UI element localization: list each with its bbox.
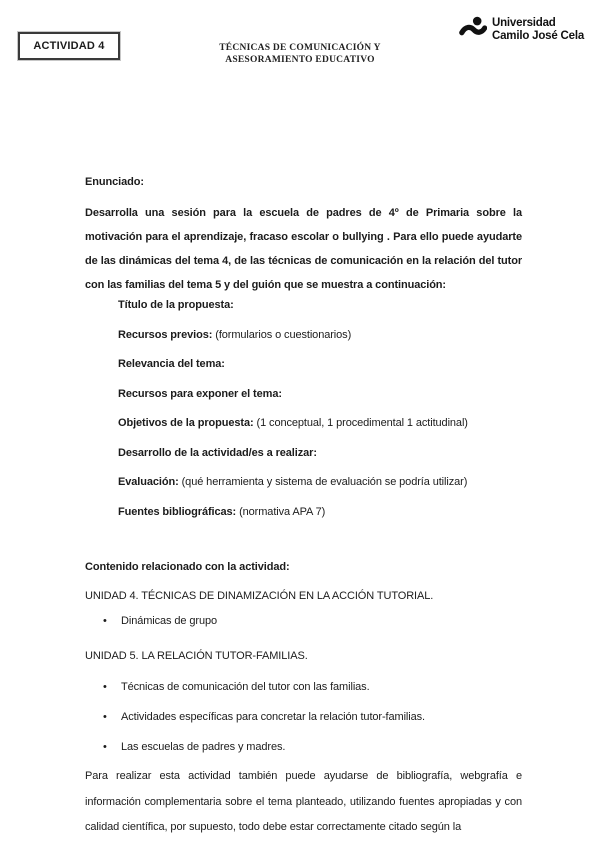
- outline-item: [85, 498, 522, 528]
- bullet-icon: •: [103, 681, 107, 693]
- university-name: [492, 15, 584, 42]
- list-item-text: Las escuelas de padres y madres.: [121, 741, 286, 753]
- related-content-heading: Contenido relacionado con la actividad:: [85, 561, 290, 573]
- outline-item-label: Título de la propuesta:: [118, 299, 234, 311]
- proposal-outline-list: [85, 291, 522, 527]
- activity-label-box: [18, 32, 120, 60]
- unit-5-bullet-list: [85, 672, 522, 762]
- outline-item-label: Recursos previos:: [118, 328, 213, 341]
- list-item: [85, 732, 522, 762]
- bullet-icon: •: [103, 741, 107, 753]
- outline-item-label: Objetivos de la propuesta:: [118, 417, 254, 429]
- intro-paragraph: Desarrolla una sesión para la escuela de padres de 4º de Primaria sobre la motivación para el aprendizaje, fracaso escolar o bullying . Para ello puede ayudarte de las dinámicas del tema 4, de las técnicas de comunicación en la relación del tutor con las familias del tema 5 y del guión que se muestra a continuación:: [85, 207, 522, 291]
- list-item-text: Técnicas de comunicación del tutor con las familias.: [121, 681, 370, 693]
- outline-item-detail: (1 conceptual, 1 procedimental 1 actitudinal): [253, 417, 468, 429]
- unit-4-bullet-list: [85, 606, 522, 636]
- bullet-icon: •: [103, 711, 107, 723]
- outline-item-label: Evaluación:: [118, 476, 179, 488]
- outline-item: [85, 321, 522, 351]
- outline-item-detail: (qué herramienta y sistema de evaluación se podría utilizar): [178, 476, 468, 488]
- outline-item: [85, 291, 522, 321]
- outline-item: [85, 350, 522, 380]
- university-name-line2: Camilo José Cela: [492, 29, 585, 42]
- list-item-text: Actividades específicas para concretar la relación tutor-familias.: [121, 711, 425, 723]
- outline-item: [85, 439, 522, 469]
- outline-item-label: Fuentes bibliográficas:: [118, 505, 237, 518]
- activity-label: ACTIVIDAD 4: [33, 40, 105, 52]
- outline-item: [85, 468, 522, 498]
- outline-item: [85, 409, 522, 439]
- outline-item-detail: (normativa APA 7): [236, 505, 326, 518]
- outline-item-label: Recursos para exponer el tema:: [118, 387, 282, 400]
- course-title-line1: TÉCNICAS DE COMUNICACIÓN Y: [219, 43, 381, 53]
- outline-item-label: Desarrollo de la actividad/es a realizar:: [118, 446, 317, 459]
- list-item-text: Dinámicas de grupo: [121, 615, 218, 627]
- unit-4-title: UNIDAD 4. TÉCNICAS DE DINAMIZACIÓN EN LA ACCIÓN TUTORIAL.: [85, 590, 434, 602]
- course-title: [150, 42, 450, 66]
- unit-5-title: UNIDAD 5. LA RELACIÓN TUTOR-FAMILIAS.: [85, 650, 308, 662]
- closing-paragraph: Para realizar esta actividad también puede ayudarse de bibliografía, webgrafía e información complementaria sobre el tema planteado, utilizando fuentes apropiadas y con calidad científica, por supuesto, todo debe estar correctamente citado según la: [85, 770, 522, 833]
- outline-item-detail: (formularios o cuestionarios): [212, 328, 352, 341]
- list-item: [85, 606, 522, 636]
- list-item: [85, 702, 522, 732]
- outline-item: [85, 380, 522, 410]
- university-swoosh-icon: [459, 15, 487, 42]
- university-logo: [459, 15, 584, 42]
- outline-item-label: Relevancia del tema:: [118, 358, 225, 370]
- list-item: [85, 672, 522, 702]
- enunciado-heading: Enunciado:: [85, 176, 144, 188]
- bullet-icon: •: [103, 615, 107, 627]
- university-name-line1: Universidad: [492, 17, 556, 29]
- course-title-line2: ASESORAMIENTO EDUCATIVO: [225, 55, 375, 65]
